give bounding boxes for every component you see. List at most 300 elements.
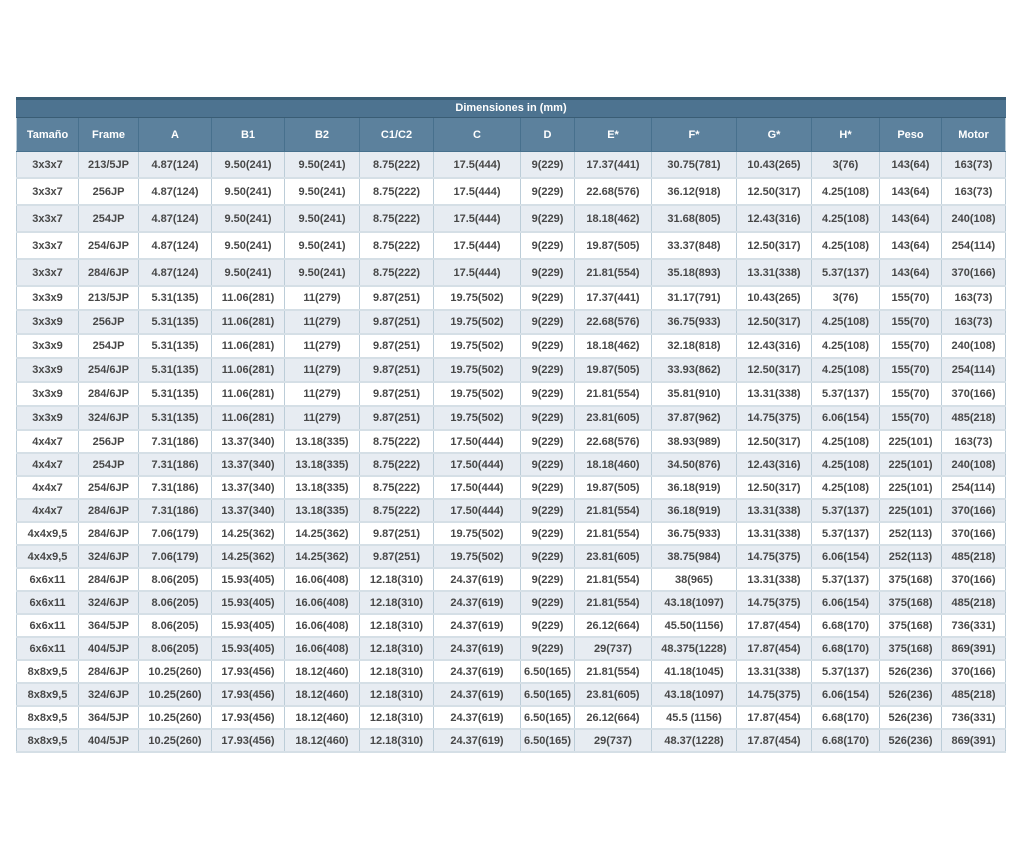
table-cell: 14.75(375) [737, 591, 812, 614]
table-row [17, 259, 1006, 286]
table-cell: 252(113) [880, 522, 942, 545]
table-cell: 17.5(444) [434, 152, 521, 179]
dimensions-table-container [16, 97, 1005, 753]
table-cell: 5.31(135) [139, 406, 212, 430]
table-cell: 8.06(205) [139, 637, 212, 660]
column-header: G* [737, 118, 812, 152]
table-cell: 17.87(454) [737, 614, 812, 637]
table-cell: 155(70) [880, 382, 942, 406]
table-cell: 13.37(340) [212, 499, 285, 522]
table-cell: 9.87(251) [360, 522, 434, 545]
table-cell: 9(229) [521, 499, 575, 522]
table-cell: 364/5JP [79, 614, 139, 637]
table-cell: 13.18(335) [285, 453, 360, 476]
table-cell: 8.75(222) [360, 453, 434, 476]
table-cell: 5.37(137) [812, 499, 880, 522]
table-cell: 15.93(405) [212, 568, 285, 591]
table-cell: 9(229) [521, 358, 575, 382]
table-row [17, 286, 1006, 310]
table-cell: 7.31(186) [139, 499, 212, 522]
table-cell: 17.50(444) [434, 476, 521, 499]
table-cell: 8.06(205) [139, 591, 212, 614]
table-cell: 22.68(576) [575, 430, 652, 453]
table-cell: 4x4x7 [17, 476, 79, 499]
table-cell: 11.06(281) [212, 310, 285, 334]
table-cell: 10.25(260) [139, 706, 212, 729]
table-row [17, 729, 1006, 752]
table-cell: 3x3x9 [17, 382, 79, 406]
table-cell: 8.75(222) [360, 178, 434, 205]
column-header: D [521, 118, 575, 152]
table-cell: 7.31(186) [139, 453, 212, 476]
table-cell: 485(218) [942, 591, 1006, 614]
table-cell: 12.50(317) [737, 430, 812, 453]
table-cell: 13.18(335) [285, 499, 360, 522]
table-cell: 284/6JP [79, 522, 139, 545]
table-cell: 485(218) [942, 545, 1006, 568]
table-cell: 17.93(456) [212, 706, 285, 729]
table-cell: 213/5JP [79, 286, 139, 310]
table-cell: 9(229) [521, 614, 575, 637]
table-cell: 6.50(165) [521, 706, 575, 729]
table-cell: 33.93(862) [652, 358, 737, 382]
table-cell: 43.18(1097) [652, 591, 737, 614]
table-cell: 225(101) [880, 430, 942, 453]
table-cell: 9.87(251) [360, 382, 434, 406]
table-cell: 22.68(576) [575, 310, 652, 334]
table-cell: 12.50(317) [737, 178, 812, 205]
table-cell: 225(101) [880, 499, 942, 522]
table-cell: 19.75(502) [434, 406, 521, 430]
table-cell: 16.06(408) [285, 568, 360, 591]
table-cell: 13.37(340) [212, 430, 285, 453]
table-cell: 24.37(619) [434, 637, 521, 660]
table-cell: 6.06(154) [812, 591, 880, 614]
table-cell: 16.06(408) [285, 591, 360, 614]
table-cell: 143(64) [880, 205, 942, 232]
table-cell: 14.75(375) [737, 406, 812, 430]
table-cell: 254JP [79, 453, 139, 476]
table-cell: 12.43(316) [737, 205, 812, 232]
table-cell: 7.31(186) [139, 476, 212, 499]
table-cell: 4x4x7 [17, 453, 79, 476]
table-row [17, 178, 1006, 205]
table-cell: 19.75(502) [434, 382, 521, 406]
table-cell: 14.25(362) [212, 522, 285, 545]
table-cell: 13.37(340) [212, 476, 285, 499]
table-cell: 11.06(281) [212, 406, 285, 430]
table-cell: 19.75(502) [434, 334, 521, 358]
table-cell: 34.50(876) [652, 453, 737, 476]
table-cell: 23.81(605) [575, 406, 652, 430]
table-cell: 18.12(460) [285, 729, 360, 752]
table-cell: 869(391) [942, 637, 1006, 660]
table-cell: 404/5JP [79, 637, 139, 660]
table-cell: 370(166) [942, 568, 1006, 591]
table-cell: 155(70) [880, 310, 942, 334]
table-cell: 9(229) [521, 152, 575, 179]
table-cell: 12.43(316) [737, 453, 812, 476]
table-cell: 9.87(251) [360, 310, 434, 334]
table-cell: 4.25(108) [812, 205, 880, 232]
table-cell: 8.75(222) [360, 259, 434, 286]
table-cell: 18.12(460) [285, 660, 360, 683]
table-cell: 17.50(444) [434, 430, 521, 453]
table-cell: 11.06(281) [212, 286, 285, 310]
table-cell: 254(114) [942, 358, 1006, 382]
column-header: E* [575, 118, 652, 152]
table-cell: 26.12(664) [575, 706, 652, 729]
table-cell: 9(229) [521, 430, 575, 453]
table-cell: 9.50(241) [285, 152, 360, 179]
table-cell: 12.50(317) [737, 232, 812, 259]
table-cell: 5.37(137) [812, 259, 880, 286]
table-cell: 9(229) [521, 406, 575, 430]
table-cell: 225(101) [880, 476, 942, 499]
table-cell: 13.31(338) [737, 660, 812, 683]
table-cell: 254/6JP [79, 232, 139, 259]
table-cell: 9.87(251) [360, 334, 434, 358]
table-cell: 8x8x9,5 [17, 706, 79, 729]
table-cell: 8.75(222) [360, 152, 434, 179]
table-row [17, 499, 1006, 522]
table-cell: 370(166) [942, 660, 1006, 683]
table-cell: 24.37(619) [434, 568, 521, 591]
table-cell: 3x3x7 [17, 205, 79, 232]
table-cell: 736(331) [942, 614, 1006, 637]
table-cell: 9(229) [521, 205, 575, 232]
table-cell: 155(70) [880, 286, 942, 310]
table-cell: 9.50(241) [212, 259, 285, 286]
table-cell: 9.50(241) [212, 152, 285, 179]
table-cell: 8.75(222) [360, 430, 434, 453]
table-cell: 225(101) [880, 453, 942, 476]
table-cell: 8.75(222) [360, 232, 434, 259]
table-cell: 6.06(154) [812, 683, 880, 706]
table-cell: 213/5JP [79, 152, 139, 179]
table-cell: 5.31(135) [139, 358, 212, 382]
table-cell: 14.25(362) [285, 545, 360, 568]
table-cell: 375(168) [880, 637, 942, 660]
table-cell: 5.31(135) [139, 286, 212, 310]
table-cell: 19.75(502) [434, 545, 521, 568]
table-row [17, 232, 1006, 259]
table-cell: 17.5(444) [434, 205, 521, 232]
table-cell: 38.75(984) [652, 545, 737, 568]
column-header: Tamaño [17, 118, 79, 152]
table-cell: 240(108) [942, 453, 1006, 476]
table-cell: 19.87(505) [575, 358, 652, 382]
table-cell: 11(279) [285, 358, 360, 382]
table-cell: 4x4x7 [17, 499, 79, 522]
table-cell: 8.75(222) [360, 499, 434, 522]
table-cell: 9(229) [521, 476, 575, 499]
table-cell: 736(331) [942, 706, 1006, 729]
column-header: Motor [942, 118, 1006, 152]
table-cell: 163(73) [942, 152, 1006, 179]
table-cell: 23.81(605) [575, 683, 652, 706]
table-cell: 6.68(170) [812, 706, 880, 729]
table-cell: 8x8x9,5 [17, 729, 79, 752]
table-cell: 240(108) [942, 334, 1006, 358]
table-cell: 5.37(137) [812, 382, 880, 406]
table-cell: 17.50(444) [434, 499, 521, 522]
table-cell: 23.81(605) [575, 545, 652, 568]
table-cell: 526(236) [880, 729, 942, 752]
table-cell: 13.31(338) [737, 568, 812, 591]
table-cell: 21.81(554) [575, 522, 652, 545]
table-cell: 3x3x7 [17, 152, 79, 179]
table-row [17, 310, 1006, 334]
table-cell: 8.06(205) [139, 614, 212, 637]
table-cell: 4x4x9,5 [17, 545, 79, 568]
table-cell: 10.43(265) [737, 152, 812, 179]
table-cell: 10.25(260) [139, 729, 212, 752]
table-cell: 163(73) [942, 286, 1006, 310]
table-cell: 240(108) [942, 205, 1006, 232]
table-cell: 6.06(154) [812, 545, 880, 568]
table-cell: 256JP [79, 178, 139, 205]
table-cell: 324/6JP [79, 683, 139, 706]
table-cell: 163(73) [942, 310, 1006, 334]
table-cell: 6.50(165) [521, 660, 575, 683]
table-cell: 6.50(165) [521, 729, 575, 752]
table-row [17, 382, 1006, 406]
table-cell: 3(76) [812, 152, 880, 179]
table-cell: 13.18(335) [285, 476, 360, 499]
table-cell: 21.81(554) [575, 499, 652, 522]
column-header: Peso [880, 118, 942, 152]
table-cell: 33.37(848) [652, 232, 737, 259]
table-cell: 5.31(135) [139, 310, 212, 334]
table-cell: 13.31(338) [737, 259, 812, 286]
table-row [17, 683, 1006, 706]
table-cell: 3x3x9 [17, 310, 79, 334]
column-header: F* [652, 118, 737, 152]
table-cell: 26.12(664) [575, 614, 652, 637]
table-cell: 48.37(1228) [652, 729, 737, 752]
table-cell: 9.87(251) [360, 406, 434, 430]
table-cell: 10.25(260) [139, 683, 212, 706]
table-cell: 11(279) [285, 310, 360, 334]
table-cell: 14.25(362) [285, 522, 360, 545]
table-row [17, 358, 1006, 382]
column-header: A [139, 118, 212, 152]
table-cell: 32.18(818) [652, 334, 737, 358]
table-cell: 375(168) [880, 568, 942, 591]
table-cell: 252(113) [880, 545, 942, 568]
table-cell: 485(218) [942, 406, 1006, 430]
table-cell: 143(64) [880, 232, 942, 259]
table-cell: 11(279) [285, 286, 360, 310]
table-cell: 45.5 (1156) [652, 706, 737, 729]
table-cell: 324/6JP [79, 591, 139, 614]
table-cell: 12.18(310) [360, 706, 434, 729]
table-cell: 17.87(454) [737, 706, 812, 729]
table-cell: 8.75(222) [360, 205, 434, 232]
table-cell: 6x6x11 [17, 568, 79, 591]
table-cell: 6.06(154) [812, 406, 880, 430]
table-cell: 143(64) [880, 259, 942, 286]
table-cell: 284/6JP [79, 382, 139, 406]
table-cell: 256JP [79, 430, 139, 453]
table-cell: 29(737) [575, 729, 652, 752]
table-cell: 11.06(281) [212, 358, 285, 382]
table-cell: 6.68(170) [812, 614, 880, 637]
table-cell: 370(166) [942, 499, 1006, 522]
dimensions-table [16, 97, 1006, 753]
table-cell: 18.12(460) [285, 683, 360, 706]
table-cell: 15.93(405) [212, 637, 285, 660]
table-cell: 17.93(456) [212, 729, 285, 752]
table-cell: 254/6JP [79, 358, 139, 382]
table-cell: 3x3x7 [17, 178, 79, 205]
table-cell: 9.87(251) [360, 358, 434, 382]
table-cell: 155(70) [880, 358, 942, 382]
table-cell: 12.18(310) [360, 660, 434, 683]
table-cell: 17.50(444) [434, 453, 521, 476]
table-cell: 869(391) [942, 729, 1006, 752]
table-cell: 9(229) [521, 286, 575, 310]
table-cell: 9(229) [521, 453, 575, 476]
table-cell: 375(168) [880, 614, 942, 637]
table-cell: 7.31(186) [139, 430, 212, 453]
table-cell: 4.25(108) [812, 232, 880, 259]
table-cell: 9.50(241) [212, 232, 285, 259]
table-cell: 4.25(108) [812, 334, 880, 358]
table-cell: 21.81(554) [575, 568, 652, 591]
table-cell: 4.25(108) [812, 453, 880, 476]
table-cell: 155(70) [880, 334, 942, 358]
table-cell: 12.18(310) [360, 591, 434, 614]
table-cell: 143(64) [880, 152, 942, 179]
table-cell: 3x3x7 [17, 232, 79, 259]
table-cell: 9(229) [521, 637, 575, 660]
table-cell: 12.18(310) [360, 568, 434, 591]
table-row [17, 152, 1006, 179]
table-cell: 526(236) [880, 706, 942, 729]
table-row [17, 522, 1006, 545]
table-cell: 14.75(375) [737, 683, 812, 706]
table-cell: 48.375(1228) [652, 637, 737, 660]
table-row [17, 568, 1006, 591]
table-cell: 35.81(910) [652, 382, 737, 406]
table-cell: 9(229) [521, 545, 575, 568]
table-cell: 9(229) [521, 232, 575, 259]
table-cell: 38(965) [652, 568, 737, 591]
table-cell: 4.87(124) [139, 205, 212, 232]
table-cell: 4x4x9,5 [17, 522, 79, 545]
table-cell: 9(229) [521, 259, 575, 286]
table-cell: 13.31(338) [737, 499, 812, 522]
table-cell: 17.93(456) [212, 660, 285, 683]
table-cell: 4.25(108) [812, 310, 880, 334]
table-cell: 9.50(241) [285, 232, 360, 259]
table-cell: 4.25(108) [812, 358, 880, 382]
table-cell: 8.75(222) [360, 476, 434, 499]
table-cell: 19.87(505) [575, 232, 652, 259]
table-cell: 8.06(205) [139, 568, 212, 591]
table-cell: 9.50(241) [212, 178, 285, 205]
column-header: H* [812, 118, 880, 152]
table-cell: 9(229) [521, 568, 575, 591]
table-cell: 19.75(502) [434, 286, 521, 310]
table-cell: 17.5(444) [434, 259, 521, 286]
table-cell: 9(229) [521, 522, 575, 545]
table-cell: 19.75(502) [434, 358, 521, 382]
table-cell: 37.87(962) [652, 406, 737, 430]
table-cell: 254(114) [942, 476, 1006, 499]
table-cell: 9.50(241) [285, 259, 360, 286]
table-cell: 370(166) [942, 259, 1006, 286]
table-cell: 5.37(137) [812, 568, 880, 591]
table-row [17, 476, 1006, 499]
table-cell: 4.87(124) [139, 152, 212, 179]
table-cell: 526(236) [880, 683, 942, 706]
table-cell: 19.75(502) [434, 522, 521, 545]
table-cell: 17.5(444) [434, 178, 521, 205]
table-row [17, 545, 1006, 568]
table-cell: 7.06(179) [139, 545, 212, 568]
table-cell: 14.75(375) [737, 545, 812, 568]
table-cell: 254(114) [942, 232, 1006, 259]
table-cell: 18.18(462) [575, 205, 652, 232]
table-cell: 16.06(408) [285, 637, 360, 660]
table-cell: 6.50(165) [521, 683, 575, 706]
table-cell: 24.37(619) [434, 591, 521, 614]
table-cell: 36.75(933) [652, 522, 737, 545]
table-cell: 8x8x9,5 [17, 660, 79, 683]
table-cell: 7.06(179) [139, 522, 212, 545]
table-cell: 12.18(310) [360, 683, 434, 706]
table-cell: 17.87(454) [737, 637, 812, 660]
column-header: C1/C2 [360, 118, 434, 152]
table-cell: 6x6x11 [17, 591, 79, 614]
table-cell: 45.50(1156) [652, 614, 737, 637]
table-cell: 36.12(918) [652, 178, 737, 205]
table-cell: 254JP [79, 334, 139, 358]
table-cell: 36.18(919) [652, 476, 737, 499]
column-header: Frame [79, 118, 139, 152]
table-cell: 3x3x9 [17, 334, 79, 358]
header-row [17, 118, 1006, 152]
table-cell: 17.93(456) [212, 683, 285, 706]
table-cell: 9.87(251) [360, 286, 434, 310]
table-cell: 4x4x7 [17, 430, 79, 453]
table-cell: 11(279) [285, 334, 360, 358]
table-cell: 5.37(137) [812, 660, 880, 683]
table-cell: 21.81(554) [575, 660, 652, 683]
table-cell: 21.81(554) [575, 382, 652, 406]
column-header: B1 [212, 118, 285, 152]
table-cell: 24.37(619) [434, 706, 521, 729]
table-cell: 324/6JP [79, 545, 139, 568]
table-cell: 18.18(462) [575, 334, 652, 358]
table-cell: 5.37(137) [812, 522, 880, 545]
table-cell: 13.31(338) [737, 522, 812, 545]
table-cell: 9.50(241) [212, 205, 285, 232]
table-cell: 10.43(265) [737, 286, 812, 310]
table-cell: 9(229) [521, 334, 575, 358]
table-cell: 36.18(919) [652, 499, 737, 522]
table-cell: 15.93(405) [212, 591, 285, 614]
table-cell: 35.18(893) [652, 259, 737, 286]
table-cell: 4.25(108) [812, 430, 880, 453]
table-cell: 9(229) [521, 382, 575, 406]
table-cell: 284/6JP [79, 499, 139, 522]
table-cell: 24.37(619) [434, 729, 521, 752]
table-cell: 13.18(335) [285, 430, 360, 453]
